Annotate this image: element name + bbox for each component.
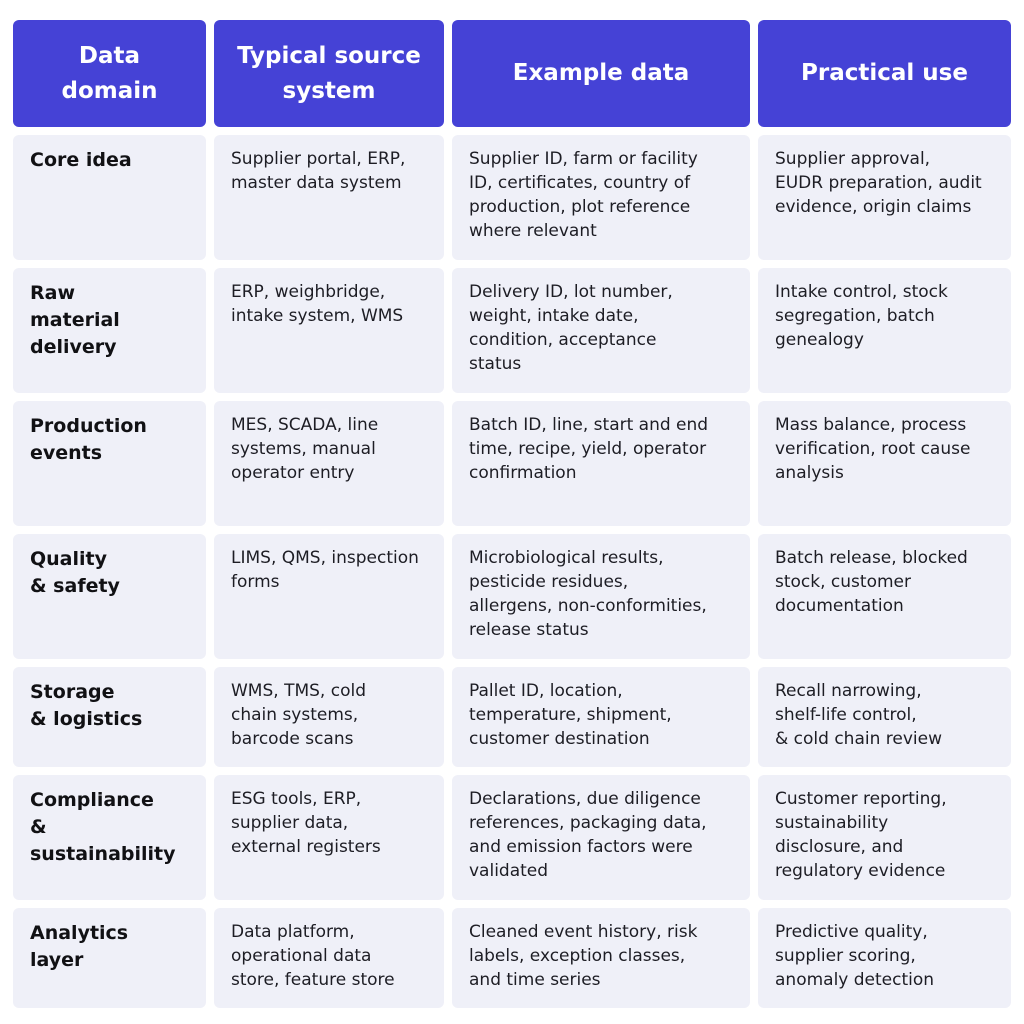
row-raw-material-delivery-example: Delivery ID, lot number, weight, intake date, condition, acceptance status (452, 268, 750, 393)
row-quality-safety-source: LIMS, QMS, inspection forms (214, 534, 444, 659)
row-core-idea-example: Supplier ID, farm or facility ID, certificates, country of production, plot reference where relevant (452, 135, 750, 260)
row-core-idea-domain: Core idea (13, 135, 206, 260)
row-raw-material-delivery-domain: Raw material delivery (13, 268, 206, 393)
row-compliance-sustainability-example: Declarations, due diligence references, packaging data, and emission factors were validated (452, 775, 750, 900)
row-storage-logistics-example: Pallet ID, location, temperature, shipment, customer destination (452, 667, 750, 767)
row-storage-logistics-source: WMS, TMS, cold chain systems, barcode scans (214, 667, 444, 767)
row-analytics-layer-source: Data platform, operational data store, feature store (214, 908, 444, 1008)
row-quality-safety-example: Microbiological results, pesticide residues, allergens, non-conformities, release status (452, 534, 750, 659)
row-storage-logistics-use: Recall narrowing, shelf-life control, & cold chain review (758, 667, 1011, 767)
row-production-events-source: MES, SCADA, line systems, manual operator entry (214, 401, 444, 526)
row-compliance-sustainability-source: ESG tools, ERP, supplier data, external registers (214, 775, 444, 900)
row-quality-safety-domain: Quality & safety (13, 534, 206, 659)
header-practical-use: Practical use (758, 20, 1011, 127)
header-data-domain: Data domain (13, 20, 206, 127)
header-typical-source-system: Typical source system (214, 20, 444, 127)
row-analytics-layer-domain: Analytics layer (13, 908, 206, 1008)
row-production-events-domain: Production events (13, 401, 206, 526)
row-production-events-use: Mass balance, process verification, root cause analysis (758, 401, 1011, 526)
row-quality-safety-use: Batch release, blocked stock, customer documentation (758, 534, 1011, 659)
row-analytics-layer-example: Cleaned event history, risk labels, exception classes, and time series (452, 908, 750, 1008)
row-core-idea-use: Supplier approval, EUDR preparation, audit evidence, origin claims (758, 135, 1011, 260)
row-raw-material-delivery-source: ERP, weighbridge, intake system, WMS (214, 268, 444, 393)
row-compliance-sustainability-domain: Compliance & sustainability (13, 775, 206, 900)
row-raw-material-delivery-use: Intake control, stock segregation, batch genealogy (758, 268, 1011, 393)
row-storage-logistics-domain: Storage & logistics (13, 667, 206, 767)
row-analytics-layer-use: Predictive quality, supplier scoring, anomaly detection (758, 908, 1011, 1008)
row-production-events-example: Batch ID, line, start and end time, recipe, yield, operator confirmation (452, 401, 750, 526)
header-example-data: Example data (452, 20, 750, 127)
row-core-idea-source: Supplier portal, ERP, master data system (214, 135, 444, 260)
row-compliance-sustainability-use: Customer reporting, sustainability disclosure, and regulatory evidence (758, 775, 1011, 900)
data-domain-table (13, 20, 1011, 1008)
